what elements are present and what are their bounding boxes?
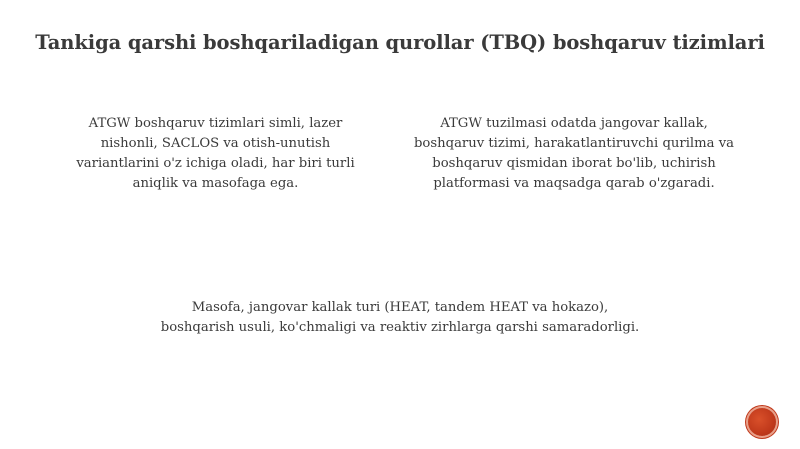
- left-text-line: nishonli, SACLOS va otish-unutish: [100, 136, 331, 151]
- right-text-line: ATGW tuzilmasi odatda jangovar kallak,: [440, 116, 708, 131]
- right-text-line: platformasi va maqsadga qarab o'zgaradi.: [433, 176, 715, 191]
- bottom-text-line: boshqarish usuli, ko'chmaligi va reaktiv zirhlarga qarshi samaradorligi.: [160, 320, 640, 335]
- left-text-line: ATGW boshqaruv tizimlari simli, lazer: [88, 116, 343, 131]
- left-text-block: [58, 114, 373, 194]
- slide-corner-badge-icon: [748, 408, 776, 436]
- left-text-line: variantlarini o'z ichiga oladi, har biri turli: [76, 156, 355, 171]
- right-text-line: boshqaruv qismidan iborat bo'lib, uchirish: [432, 156, 716, 171]
- bottom-text-line: Masofa, jangovar kallak turi (HEAT, tandem HEAT va hokazo),: [191, 300, 609, 315]
- slide-title: Tankiga qarshi boshqariladigan qurollar (TBQ) boshqaruv tizimlari: [35, 31, 765, 54]
- right-text-block: [393, 114, 755, 194]
- right-text-line: boshqaruv tizimi, harakatlantiruvchi qurilma va: [413, 136, 735, 151]
- left-text-line: aniqlik va masofaga ega.: [132, 176, 299, 191]
- bottom-text-block: [100, 298, 700, 338]
